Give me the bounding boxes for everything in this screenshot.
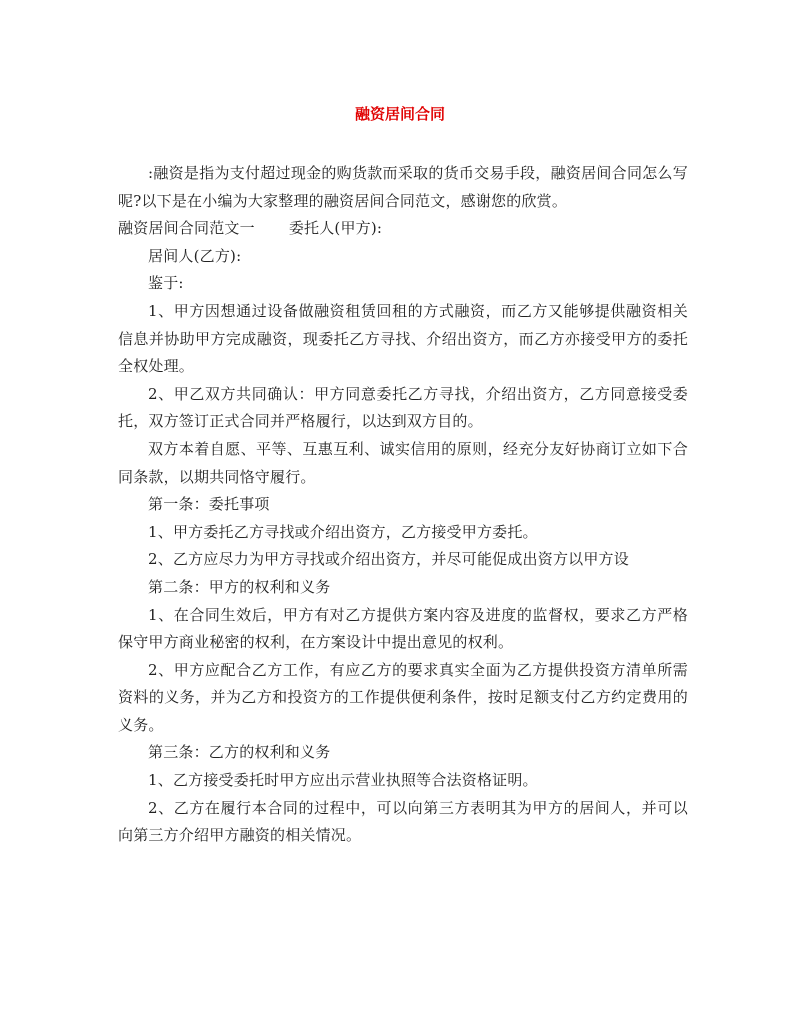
article-2-item-2: 2、甲方应配合乙方工作，有应乙方的要求真实全面为乙方提供投资方清单所需资料的义务，并为乙方和投资方的工作提供便利条件，按时足额支付乙方约定费用的义务。 [118,660,688,734]
article-1-title: 第一条：委托事项 [148,495,270,514]
document-body [118,160,688,850]
article-2-title: 第二条：甲方的权利和义务 [148,577,331,596]
party-b-label: 居间人(乙方): [148,246,242,265]
recital-2: 2、甲乙双方共同确认：甲方同意委托乙方寻找，介绍出资方，乙方同意接受委托，双方签订正式合同并严格履行，以达到双方目的。 [118,384,688,431]
article-3-item-2: 2、乙方在履行本合同的过程中，可以向第三方表明其为甲方的居间人，并可以向第三方介绍甲方融资的相关情况。 [118,798,688,845]
document-title: 融资居间合同 [354,105,445,123]
whereas-label: 鉴于: [148,274,184,293]
intro-paragraph: :融资是指为支付超过现金的购货款而采取的货币交易手段，融资居间合同怎么写呢?以下是在小编为大家整理的融资居间合同范文，感谢您的欣赏。 [118,164,688,210]
article-3-item-1: 1、乙方接受委托时甲方应出示营业执照等合法资格证明。 [148,771,538,790]
principle-paragraph: 双方本着自愿、平等、互惠互利、诚实信用的原则，经充分友好协商订立如下合同条款，以期共同恪守履行。 [118,439,688,486]
article-1-item-1: 1、甲方委托乙方寻找或介绍出资方，乙方接受甲方委托。 [148,522,538,541]
sample-heading: 融资居间合同范文一 [118,219,255,238]
sample-heading-line [118,215,688,243]
party-a-label: 委托人(甲方): [288,219,383,238]
article-1-item-2: 2、乙方应尽力为甲方寻找或介绍出资方，并尽可能促成出资方以甲方设 [148,550,629,569]
article-3-title: 第三条：乙方的权利和义务 [148,743,331,762]
article-2-item-1: 1、在合同生效后，甲方有对乙方提供方案内容及进度的监督权，要求乙方严格保守甲方商业秘密的权利，在方案设计中提出意见的权利。 [118,605,688,652]
recital-1: 1、甲方因想通过设备做融资租赁回租的方式融资，而乙方又能够提供融资相关信息并协助甲方完成融资，现委托乙方寻找、介绍出资方，而乙方亦接受甲方的委托全权处理。 [118,301,688,376]
